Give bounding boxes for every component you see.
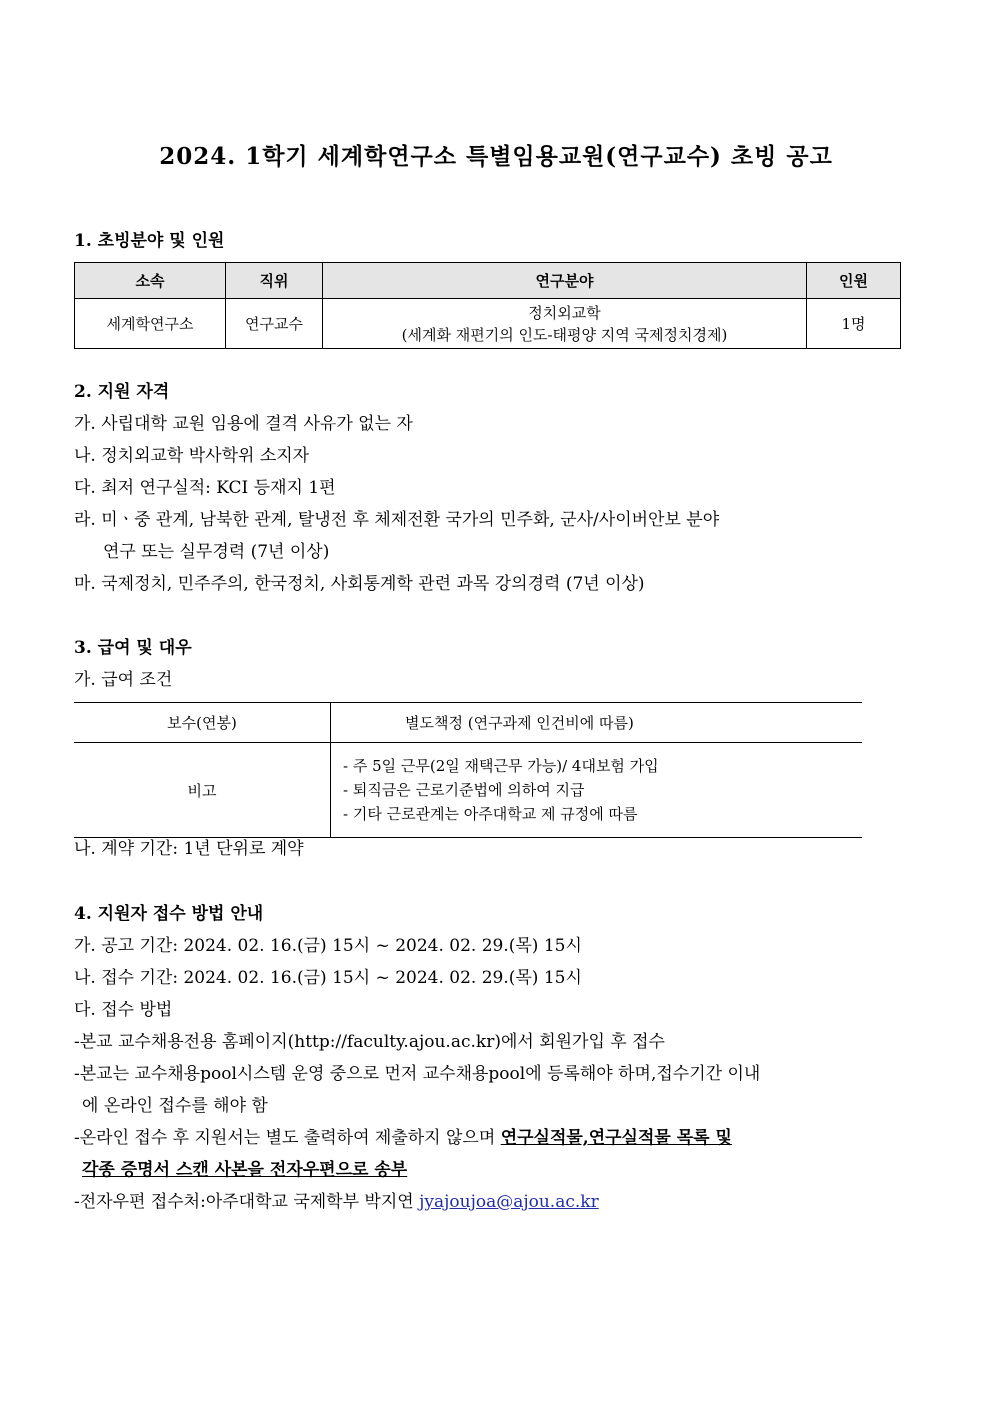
method-item: -본교는 교수채용pool시스템 운영 중으로 먼저 교수채용pool에 등록해야 하며,접수기간 이내 xyxy=(74,1064,761,1084)
salary-subheading: 가. 급여 조건 xyxy=(74,670,173,690)
recruitment-table xyxy=(74,262,901,349)
application-period: 나. 접수 기간: 2024. 02. 16.(금) 15시 ~ 2024. 02. 29.(목) 15시 xyxy=(74,968,582,988)
method-item-continued: 에 온라인 접수를 해야 함 xyxy=(82,1096,268,1116)
email-label: -전자우편 접수처:아주대학교 국제학부 박지연 xyxy=(74,1192,420,1212)
notice-period: 가. 공고 기간: 2024. 02. 16.(금) 15시 ~ 2024. 02. 29.(목) 15시 xyxy=(74,936,582,956)
salary-table xyxy=(74,702,862,838)
header-affiliation: 소속 xyxy=(75,263,226,299)
qualification-item: 라. 미ㆍ중 관계, 남북한 관계, 탈냉전 후 체제전환 국가의 민주화, 군사/사이버안보 분야 xyxy=(74,510,720,530)
notes-row xyxy=(74,743,862,838)
cell-count: 1명 xyxy=(807,299,901,349)
method-item xyxy=(74,1123,732,1148)
email-link[interactable]: jyajoujoa@ajou.ac.kr xyxy=(419,1192,599,1212)
page-title: 2024. 1학기 세계학연구소 특별임용교원(연구교수) 초빙 공고 xyxy=(159,143,833,170)
cell-field xyxy=(323,299,807,349)
note-item: - 퇴직금은 근로기준법에 의하여 지급 xyxy=(343,781,585,799)
method-heading: 다. 접수 방법 xyxy=(74,1000,173,1020)
method-item-continued xyxy=(82,1155,407,1180)
contract-period: 나. 계약 기간: 1년 단위로 계약 xyxy=(74,839,304,859)
salary-value: 별도책정 (연구과제 인건비에 따름) xyxy=(331,703,863,743)
header-count: 인원 xyxy=(807,263,901,299)
section4-heading: 4. 지원자 접수 방법 안내 xyxy=(74,904,264,924)
notes-label: 비고 xyxy=(74,743,331,838)
qualification-item: 가. 사립대학 교원 임용에 결격 사유가 없는 자 xyxy=(74,414,413,434)
salary-label: 보수(연봉) xyxy=(74,703,331,743)
section1-heading: 1. 초빙분야 및 인원 xyxy=(74,231,225,251)
cell-affiliation: 세계학연구소 xyxy=(75,299,226,349)
qualification-item: 나. 정치외교학 박사학위 소지자 xyxy=(74,446,310,466)
notes-cell xyxy=(331,743,863,838)
note-item: - 주 5일 근무(2일 재택근무 가능)/ 4대보험 가입 xyxy=(343,757,659,775)
qualification-item: 다. 최저 연구실적: KCI 등재지 1편 xyxy=(74,478,336,498)
salary-row xyxy=(74,703,862,743)
header-field: 연구분야 xyxy=(323,263,807,299)
note-item: - 기타 근로관계는 아주대학교 제 규정에 따름 xyxy=(343,805,638,823)
method3-emphasis: 연구실적물,연구실적물 목록 및 xyxy=(500,1128,732,1148)
table-header-row xyxy=(75,263,901,299)
method3-text: -온라인 접수 후 지원서는 별도 출력하여 제출하지 않으며 xyxy=(74,1128,501,1148)
method-item: -본교 교수채용전용 홈페이지(http://faculty.ajou.ac.kr)에서 회원가입 후 접수 xyxy=(74,1032,665,1052)
email-line xyxy=(74,1187,599,1212)
field-line1: 정치외교학 xyxy=(528,303,601,322)
table-row xyxy=(75,299,901,349)
section2-heading: 2. 지원 자격 xyxy=(74,382,170,402)
field-line2: (세계화 재편기의 인도-태평양 지역 국제정치경제) xyxy=(401,325,728,344)
qualification-item-continued: 연구 또는 실무경력 (7년 이상) xyxy=(103,542,330,562)
cell-position: 연구교수 xyxy=(226,299,323,349)
header-position: 직위 xyxy=(226,263,323,299)
qualification-item: 마. 국제정치, 민주주의, 한국정치, 사회통계학 관련 과목 강의경력 (7년 이상) xyxy=(74,574,645,594)
method3-emphasis-continued: 각종 증명서 스캔 사본을 전자우편으로 송부 xyxy=(82,1160,408,1180)
section3-heading: 3. 급여 및 대우 xyxy=(74,638,192,658)
